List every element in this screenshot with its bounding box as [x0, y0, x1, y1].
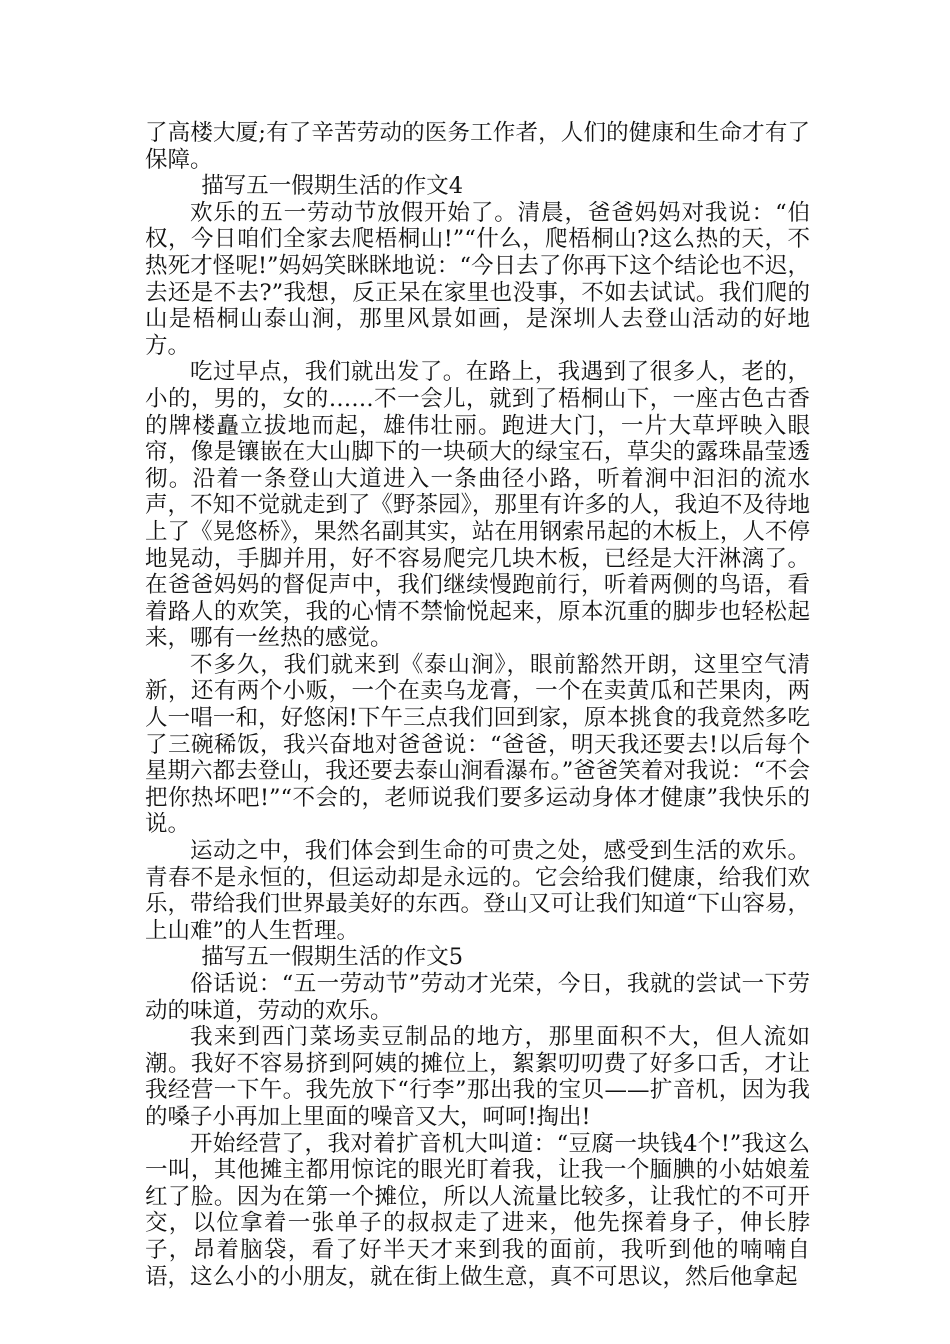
- section4-paragraph-2: 吃过早点，我们就出发了。在路上，我遇到了很多人，老的，小的，男的，女的……不一会儿，就到了梧桐山下，一座古色古香的牌楼矗立拔地而起，雄伟壮丽。跑进大门，一片大草坪映入眼帘，像是镶嵌在大山脚下的一块硕大的绿宝石，草尖的露珠晶莹透彻。沿着一条登山大道进入一条曲径小路，听着涧中汩汩的流水声，不知不觉就走到了《野茶园》，那里有许多的人，我迫不及待地上了《晃悠桥》，果然名副其实，站在用钢索吊起的木板上，人不停地晃动，手脚并用，好不容易爬完几块木板，已经是大汗淋漓了。在爸爸妈妈的督促声中，我们继续慢跑前行，听着两侧的鸟语，看着路人的欢笑，我的心情不禁愉悦起来，原本沉重的脚步也轻松起来，哪有一丝热的感觉。: [145, 359, 810, 652]
- section4-paragraph-1: 欢乐的五一劳动节放假开始了。清晨，爸爸妈妈对我说：“伯权，今日咱们全家去爬梧桐山!”“什么，爬梧桐山?这么热的天，不热死才怪呢!”妈妈笑眯眯地说：“今日去了你再下这个结论也不迟，去还是不去?”我想，反正呆在家里也没事，不如去试试。我们爬的山是梧桐山泰山涧，那里风景如画，是深圳人去登山活动的好地方。: [145, 199, 810, 359]
- section-heading-5: 描写五一假期生活的作文5: [201, 944, 464, 971]
- continuation-paragraph: 了高楼大厦;有了辛苦劳动的医务工作者，人们的健康和生命才有了保障。: [145, 120, 810, 173]
- document-body: [145, 120, 810, 1290]
- section4-paragraph-3: 不多久，我们就来到《泰山涧》，眼前豁然开朗，这里空气清新，还有两个小贩，一个在卖乌龙膏，一个在卖黄瓜和芒果肉，两人一唱一和，好悠闲!下午三点我们回到家，原本挑食的我竟然多吃了三碗稀饭，我兴奋地对爸爸说：“爸爸，明天我还要去!以后每个星期六都去登山，我还要去泰山涧看瀑布。”爸爸笑着对我说：“不会把你热坏吧!”“不会的，老师说我们要多运动身体才健康”我快乐的说。: [145, 651, 810, 838]
- section4-paragraph-4: 运动之中，我们体会到生命的可贵之处，感受到生活的欢乐。青春不是永恒的，但运动却是永远的。它会给我们健康，给我们欢乐，带给我们世界最美好的东西。登山又可让我们知道“下山容易，上山难”的人生哲理。: [145, 838, 810, 944]
- section5-paragraph-2: 我来到西门菜场卖豆制品的地方，那里面积不大，但人流如潮。我好不容易挤到阿姨的摊位上，絮絮叨叨费了好多口舌，才让我经营一下午。我先放下“行李”那出我的宝贝——扩音机，因为我的嗓子小再加上里面的噪音又大，呵呵!掏出!: [145, 1024, 810, 1130]
- section5-paragraph-3: 开始经营了，我对着扩音机大叫道：“豆腐一块钱4个!”我这么一叫，其他摊主都用惊诧的眼光盯着我，让我一个腼腆的小姑娘羞红了脸。因为在第一个摊位，所以人流量比较多，让我忙的不可开交，以位拿着一张单子的叔叔走了进来，他先探着身子，伸长脖子，昂着脑袋，看了好半天才来到我的面前，我听到他的喃喃自语，这么小的小朋友，就在街上做生意，真不可思议，然后他拿起: [145, 1130, 810, 1290]
- section5-paragraph-1: 俗话说：“五一劳动节”劳动才光荣，今日，我就的尝试一下劳动的味道，劳动的欢乐。: [145, 971, 810, 1024]
- section-heading-4: 描写五一假期生活的作文4: [201, 173, 464, 200]
